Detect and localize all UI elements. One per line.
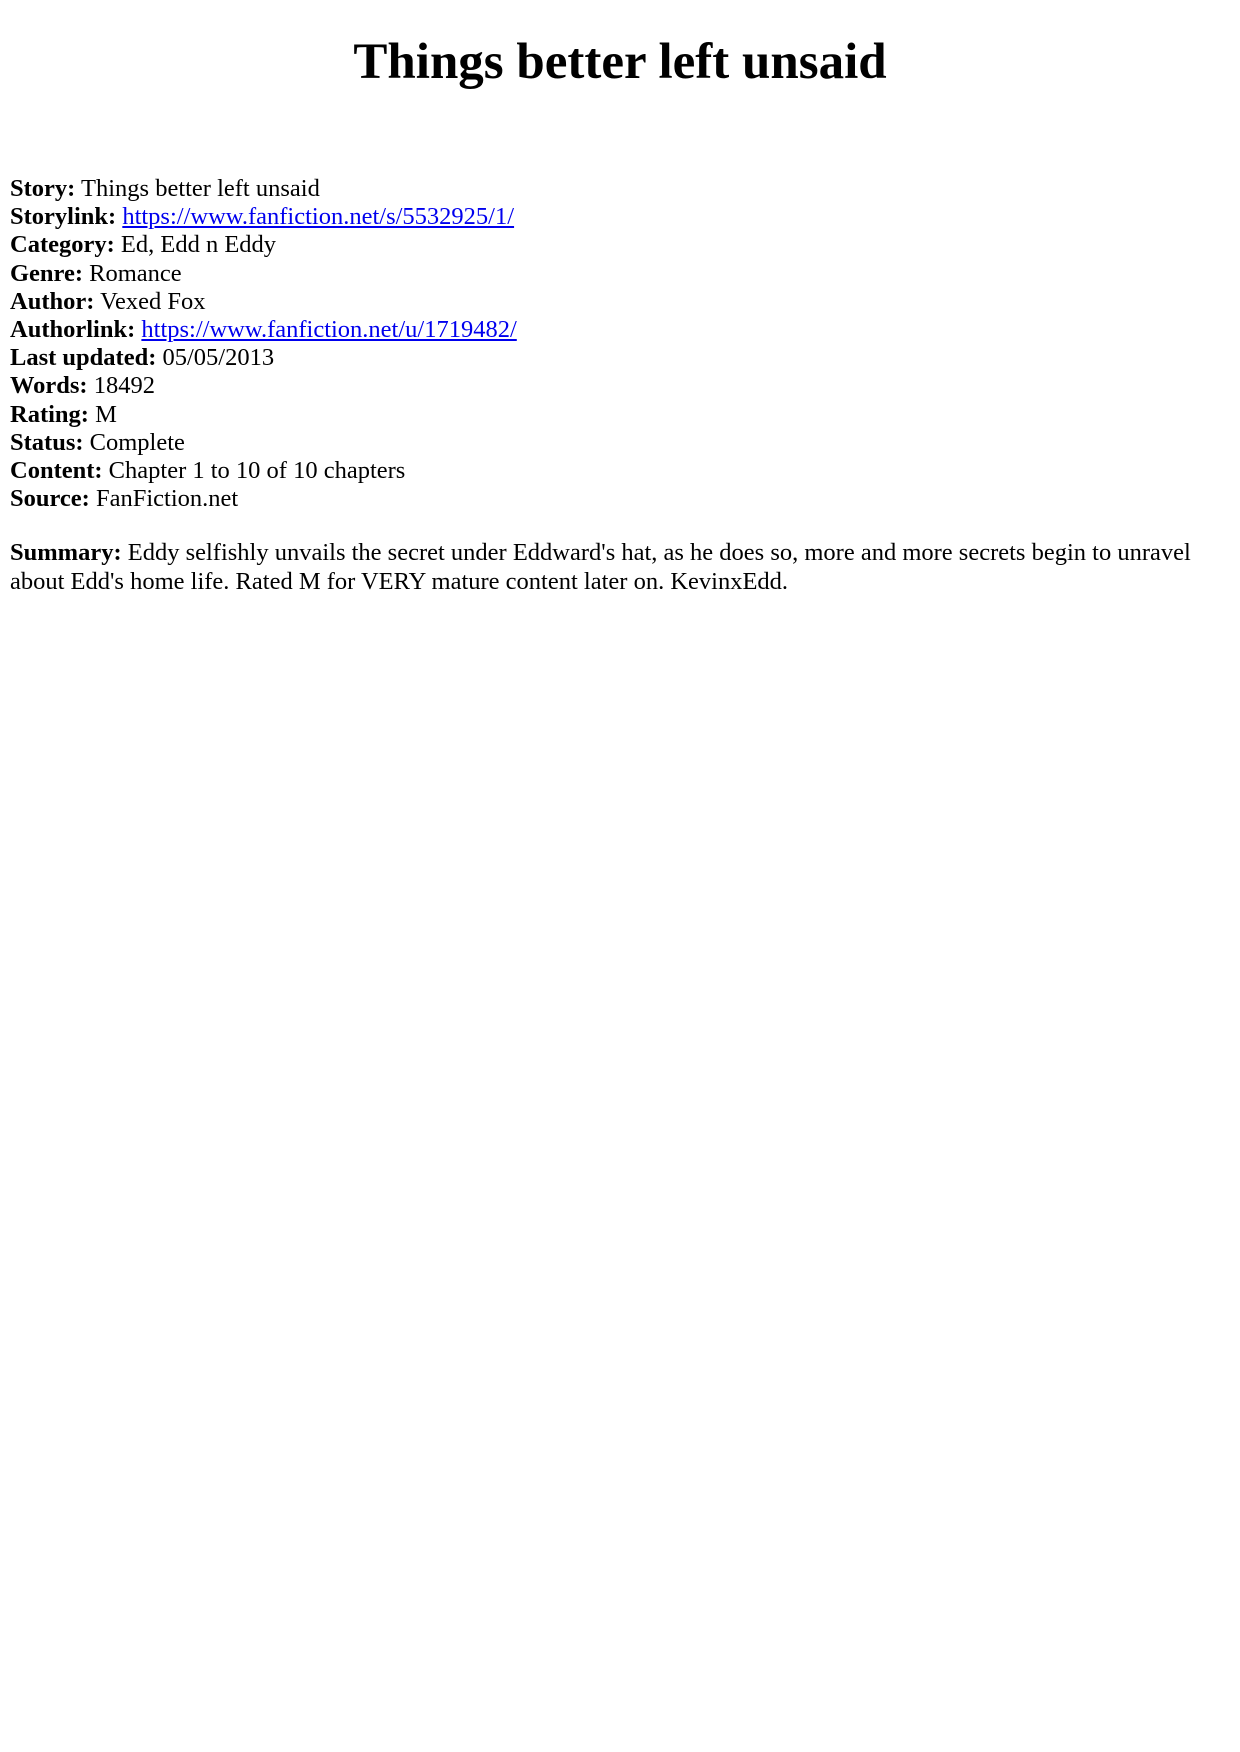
genre-row	[10, 260, 1230, 288]
storylink-label: Storylink:	[10, 203, 117, 231]
authorlink-row	[10, 316, 1230, 344]
last-updated-row	[10, 344, 1230, 372]
summary-label: Summary:	[10, 539, 122, 566]
genre-label: Genre:	[10, 259, 84, 287]
page-title: Things better left unsaid	[353, 34, 887, 90]
content-label: Content:	[10, 457, 103, 485]
last-updated-value: 05/05/2013	[162, 344, 275, 372]
genre-value: Romance	[89, 259, 182, 287]
rating-row	[10, 401, 1230, 429]
words-label: Words:	[10, 372, 88, 400]
source-value: FanFiction.net	[95, 485, 239, 513]
author-value: Vexed Fox	[100, 287, 206, 315]
authorlink-label: Authorlink:	[10, 316, 136, 344]
author-label: Author:	[10, 287, 95, 315]
status-value: Complete	[89, 428, 185, 456]
authorlink-link[interactable]: https://www.fanfiction.net/u/1719482/	[141, 316, 517, 344]
category-label: Category:	[10, 231, 115, 259]
story-value: Things better left unsaid	[81, 175, 320, 202]
rating-label: Rating:	[10, 400, 89, 428]
story-metadata	[10, 175, 1230, 513]
storylink-row	[10, 203, 1230, 231]
words-row	[10, 372, 1230, 400]
source-label: Source:	[10, 485, 90, 513]
source-row	[10, 485, 1230, 513]
words-value: 18492	[93, 372, 155, 400]
content-value: Chapter 1 to 10 of 10 chapters	[108, 457, 406, 485]
category-value: Ed, Edd n Eddy	[120, 231, 277, 259]
rating-value: M	[95, 400, 117, 428]
status-label: Status:	[10, 428, 84, 456]
summary-text: Eddy selfishly unvails the secret under Eddward's hat, as he does so, more and more secrets begin to unravel about Edd's home life. Rated M for VERY mature content later on. KevinxEdd.	[10, 539, 1191, 595]
category-row	[10, 231, 1230, 259]
status-row	[10, 429, 1230, 457]
story-summary	[10, 538, 1232, 596]
storylink-link[interactable]: https://www.fanfiction.net/s/5532925/1/	[122, 203, 515, 231]
content-row	[10, 457, 1230, 485]
story-label: Story:	[10, 175, 76, 202]
author-row	[10, 288, 1230, 316]
story-row	[10, 175, 1230, 203]
last-updated-label: Last updated:	[10, 344, 157, 372]
